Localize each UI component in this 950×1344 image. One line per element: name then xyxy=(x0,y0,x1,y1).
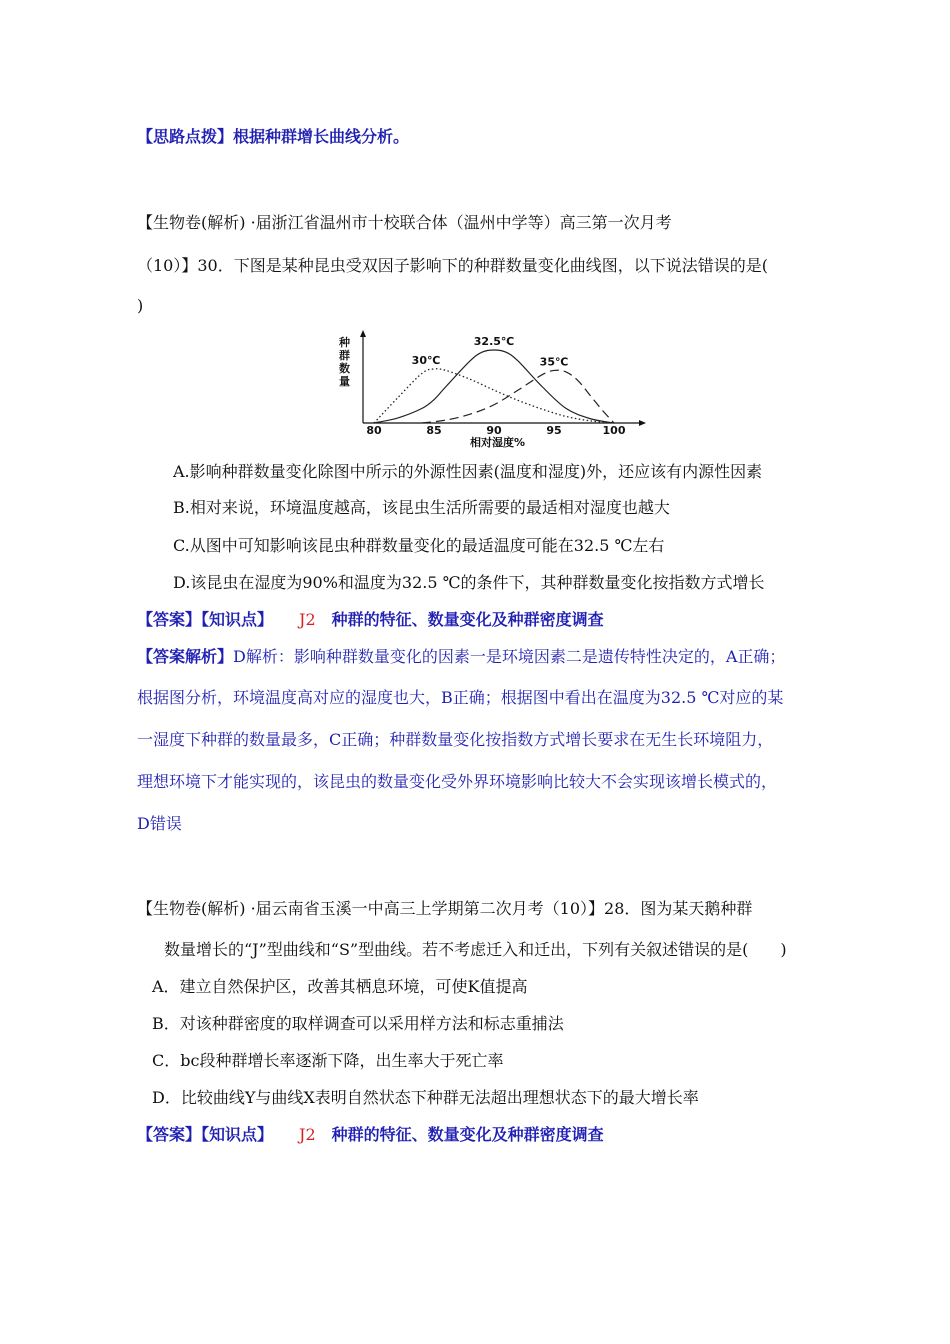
q30-analysis-line2: 根据图分析，环境温度高对应的湿度也大，B正确；根据图中看出在温度为32.5 ℃对应的某 xyxy=(137,688,784,707)
q28-option-c: C．bc段种群增长率逐渐下降，出生率大于死亡率 xyxy=(152,1051,504,1070)
q30-option-c: C.从图中可知影响该昆虫种群数量变化的最适温度可能在32.5 ℃左右 xyxy=(173,536,665,555)
q30-analysis-line4: 理想环境下才能实现的，该昆虫的数量变化受外界环境影响比较大不会实现该增长模式的， xyxy=(137,772,778,791)
hint-text: 根据种群增长曲线分析。 xyxy=(233,127,410,146)
hint-line xyxy=(137,126,409,148)
analysis-text-1: D解析：影响种群数量变化的因素一是环境因素二是遗传特性决定的，A正确； xyxy=(233,647,786,666)
series-line-2 xyxy=(422,370,614,423)
knowledge-tag: 【知识点】 xyxy=(201,610,274,629)
q28-option-a: A．建立自然保护区，改善其栖息环境，可使K值提高 xyxy=(152,977,528,996)
x-tick-95: 95 xyxy=(546,424,562,437)
knowledge-tag: 【知识点】 xyxy=(201,1125,274,1144)
q28-option-b: B．对该种群密度的取样调查可以采用样方法和标志重捕法 xyxy=(152,1014,564,1033)
q30-option-a: A.影响种群数量变化除图中所示的外源性因素(温度和湿度)外，还应该有内源性因素 xyxy=(173,462,763,481)
q30-analysis-line1 xyxy=(137,646,785,668)
x-axis-label: 相对湿度% xyxy=(470,436,526,449)
x-tick-90: 90 xyxy=(486,424,502,437)
q30-analysis-line3: 一湿度下种群的数量最多，C正确；种群数量变化按指数方式增长要求在无生长环境阻力， xyxy=(137,730,774,749)
series-lines xyxy=(374,350,614,423)
answer-tag: 【答案】 xyxy=(137,1125,202,1144)
x-tick-80: 80 xyxy=(366,424,382,437)
knowledge-text: 种群的特征、数量变化及种群密度调查 xyxy=(331,610,604,629)
x-tick-85: 85 xyxy=(426,424,442,437)
q28-option-d: D．比较曲线Y与曲线X表明自然状态下种群无法超出理想状态下的最大增长率 xyxy=(152,1088,699,1107)
series-line-1 xyxy=(374,350,614,423)
series-label-2: 35℃ xyxy=(539,355,569,369)
q30-source-line1: 【生物卷(解析) ·届浙江省温州市十校联合体（温州中学等）高三第一次月考 xyxy=(137,213,672,232)
q28-source-line1: 【生物卷(解析) ·届云南省玉溪一中高三上学期第二次月考（10）】28．图为某天鹅种群 xyxy=(137,899,753,918)
hint-tag: 【思路点拨】 xyxy=(137,127,234,146)
q28-source-line2: 数量增长的“J”型曲线和“S”型曲线。若不考虑迁入和迁出，下列有关叙述错误的是( ) xyxy=(164,940,787,959)
q30-option-b: B.相对来说，环境温度越高，该昆虫生活所需要的最适相对湿度也越大 xyxy=(173,498,670,517)
analysis-tag: 【答案解析】 xyxy=(137,647,234,666)
y-axis-arrow xyxy=(360,330,366,337)
y-axis-label: 种群数量 xyxy=(339,336,350,388)
q30-answer-line xyxy=(137,609,604,631)
series-label-1: 32.5℃ xyxy=(473,335,515,348)
x-tick-100: 100 xyxy=(602,424,626,437)
knowledge-code: J2 xyxy=(299,610,316,629)
q28-answer-line xyxy=(137,1124,604,1146)
series-label-0: 30℃ xyxy=(411,353,441,367)
series-labels xyxy=(412,335,569,368)
knowledge-code: J2 xyxy=(299,1125,316,1144)
q30-paren-close: ) xyxy=(137,296,144,315)
x-axis-arrow xyxy=(639,420,646,426)
knowledge-text: 种群的特征、数量变化及种群密度调查 xyxy=(331,1125,604,1144)
q30-option-d: D.该昆虫在湿度为90%和温度为32.5 ℃的条件下，其种群数量变化按指数方式增长 xyxy=(173,573,765,592)
q30-analysis-line5: D错误 xyxy=(137,814,182,833)
population-chart xyxy=(330,328,650,450)
answer-tag: 【答案】 xyxy=(137,610,202,629)
q30-source-line2: （10）】30．下图是某种昆虫受双因子影响下的种群数量变化曲线图，以下说法错误的是( xyxy=(137,256,768,275)
